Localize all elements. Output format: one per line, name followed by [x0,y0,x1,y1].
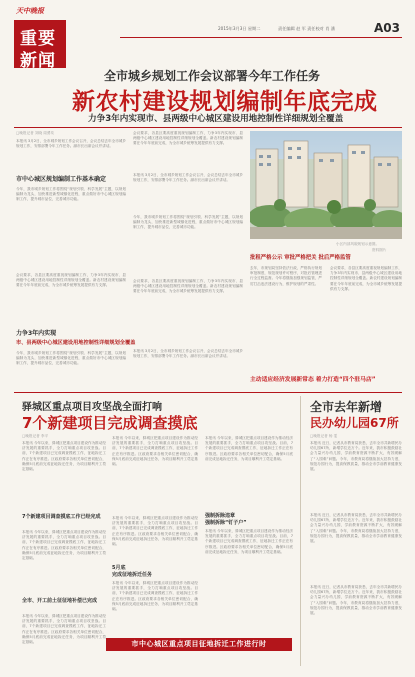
lead-kicker: 全市城乡规划工作会议部署今年工作任务 [104,69,321,83]
story2-subhead-4: 强制拆除“钉子户” [205,520,247,526]
story2-subhead-2: 全市、开工前土征征地补偿已完成 [22,598,98,604]
photo-caption: 小区内部风貌规划示意图。 [336,242,380,246]
image-credit: 资料图片 [372,248,387,252]
rule-bullets: 批租严格公示 审批严格把关 批后严格监管 [250,255,351,261]
story2-para-7: 本报讯 今年以来，驿城区把重点项目建设作为推动经济发展的重要抓手，全力打响重点项目攻坚战。目前，7个新建项目已完成调查摸底工作，征地拆迁工作正在有序推进。区政府要求各相关单位密切配合，确保5月底前完成征地拆迁任务，为项目顺利开工奠定基础。 [205,436,293,461]
bottom-banner-text: 市中心城区重点项目征地拆迁工作进行时 [131,640,267,648]
story2-subhead-6: 完成征地拆迁任务 [112,572,153,578]
lead-top-rule [14,127,402,128]
section-divider [14,392,402,393]
page-number: A03 [374,21,400,35]
story3-para-3: 本报讯 近日，记者从市教育局获悉，去年全市共新增民办幼儿园67所，新增学位近万个。近年来，我市积极鼓励社会力量兴办幼儿园，学前教育资源不断扩大，有效缓解了“入园难”问题。今年，市教育局将继续加大扶持力度，规范办园行为，提高保教质量，推动全市学前教育健康发展。 [310,585,402,616]
lead-subhead-1: 市中心城区规划编制工作基本确定 [16,176,107,183]
lead-para-5: 会议要求，各县区要高度重视规划编制工作，力争3年内实现市、县两级中心城区建设用地控制性详细规划全覆盖。新农村建设规划编制要在今年年底前完成，为全市城乡统筹发展提供有力支撑。 [133,131,243,146]
story2-subhead-5: 5月底 [112,565,126,571]
story3-headline-2: 民办幼儿园67所 [310,416,399,430]
lead-para-9: 本报讯 3月2日，全市城乡规划工作会议召开，会议总结去年全市城乡规划工作，安排部署今年工作任务。副市长出席会议并讲话。 [133,349,243,359]
lead-para-8: 会议要求，各县区要高度重视规划编制工作，力争3年内实现市、县两级中心城区建设用地控制性详细规划全覆盖。新农村建设规划编制要在今年年底前完成，为全市城乡统筹发展提供有力支撑。 [133,279,243,294]
lead-subhead-2: 力争3年内实现 [16,330,57,337]
story2-para-2: 本报讯 今年以来，驿城区把重点项目建设作为推动经济发展的重要抓手，全力打响重点项目攻坚战。目前，7个新建项目已完成调查摸底工作，征地拆迁工作正在有序推进。区政府要求各相关单位密切配合，确保5月底前完成征地拆迁任务，为项目顺利开工奠定基础。 [22,530,106,561]
masthead-rule [120,37,402,38]
lead-byline: □晚报记者 刘晓 周勇琰 [16,131,55,135]
lead-para-1: 本报讯 3月2日，全市城乡规划工作会议召开，会议总结去年全市城乡规划工作，安排部署今年工作任务。副市长出席会议并讲话。 [16,139,126,149]
story2-para-3: 本报讯 今年以来，驿城区把重点项目建设作为推动经济发展的重要抓手，全力打响重点项目攻坚战。目前，7个新建项目已完成调查摸底工作，征地拆迁工作正在有序推进。区政府要求各相关单位密切配合，确保5月底前完成征地拆迁任务，为项目顺利开工奠定基础。 [22,614,106,645]
lead-headline: 新农村建设规划编制年底完成 [72,89,378,115]
lead-para-7: 今年，我市城乡规划工作将围绕“规划引领、科学发展”主题，以规划编制为龙头，加快推进新型城镇化进程，重点做好市中心城区规划编制工作，提升城市品位，完善城市功能。 [133,215,243,230]
story3-para-2: 本报讯 近日，记者从市教育局获悉，去年全市共新增民办幼儿园67所，新增学位近万个。近年来，我市积极鼓励社会力量兴办幼儿园，学前教育资源不断扩大，有效缓解了“入园难”问题。今年，市教育局将继续加大扶持力度，规范办园行为，提高保教质量，推动全市学前教育健康发展。 [310,513,402,544]
lead-para-4: 今年，我市城乡规划工作将围绕“规划引领、科学发展”主题，以规划编制为龙头，加快推进新型城镇化进程，重点做好市中心城区规划编制工作，提升城市品位，完善城市功能。 [16,351,126,366]
newspaper-logo: 天中晚报 [16,7,44,15]
lead-subhead: 力争3年内实现市、县两级中心城区建设用地控制性详细规划全覆盖 [88,114,344,124]
story3-para-1: 本报讯 近日，记者从市教育局获悉，去年全市共新增民办幼儿园67所，新增学位近万个。近年来，我市积极鼓励社会力量兴办幼儿园，学前教育资源不断扩大，有效缓解了“入园难”问题。今年，市教育局将继续加大扶持力度，规范办园行为，提高保教质量，推动全市学前教育健康发展。 [310,441,402,472]
story2-subhead-1: 7个新建项目调查摸底工作已经完成 [22,514,101,520]
right-banner: 主动适应经济发展新常态 着力打造“四个驻马店” [250,377,376,383]
bottom-banner [106,638,292,651]
lead-para-2: 今年，我市城乡规划工作将围绕“规划引领、科学发展”主题，以规划编制为龙头，加快推进新型城镇化进程，重点做好市中心城区规划编制工作，提升城市品位，完善城市功能。 [16,187,126,202]
right-para-2: 会议要求，各县区要高度重视规划编制工作，力争3年内实现市、县两级中心城区建设用地控制性详细规划全覆盖。新农村建设规划编制要在今年年底前完成，为全市城乡统筹发展提供有力支撑。 [330,266,402,291]
lead-para-3: 会议要求，各县区要高度重视规划编制工作，力争3年内实现市、县两级中心城区建设用地控制性详细规划全覆盖。新农村建设规划编制要在今年年底前完成，为全市城乡统筹发展提供有力支撑。 [16,273,126,288]
story2-para-8: 本报讯 今年以来，驿城区把重点项目建设作为推动经济发展的重要抓手，全力打响重点项目攻坚战。目前，7个新建项目已完成调查摸底工作，征地拆迁工作正在有序推进。区政府要求各相关单位密切配合，确保5月底前完成征地拆迁任务，为项目顺利开工奠定基础。 [205,529,293,554]
column-divider [300,396,301,666]
story2-kicker: 驿城区重点项目攻坚战全面打响 [22,402,162,413]
story2-para-4: 本报讯 今年以来，驿城区把重点项目建设作为推动经济发展的重要抓手，全力打响重点项目攻坚战。目前，7个新建项目已完成调查摸底工作，征地拆迁工作正在有序推进。区政府要求各相关单位密切配合，确保5月底前完成征地拆迁任务，为项目顺利开工奠定基础。 [112,436,198,467]
lead-subhead-3: 市、县两级中心城区建设用地控制性详细规划全覆盖 [16,340,136,346]
lead-photo [250,131,402,239]
story2-subhead-3: 强制拆除违章 [205,513,236,519]
section-title-line2: 新闻 [20,51,56,71]
story2-byline: □晚报记者 李平 [22,434,49,438]
story3-byline: □晚报记者 杨 雯 [310,434,338,438]
story2-para-1: 本报讯 今年以来，驿城区把重点项目建设作为推动经济发展的重要抓手，全力打响重点项目攻坚战。目前，7个新建项目已完成调查摸底工作，征地拆迁工作正在有序推进。区政府要求各相关单位密切配合，确保5月底前完成征地拆迁任务，为项目顺利开工奠定基础。 [22,441,106,472]
section-title-line1: 重要 [20,29,56,49]
editor-line: 责任编辑 赵 军 责任校对 肖 潘 [278,26,335,31]
lead-para-6: 本报讯 3月2日，全市城乡规划工作会议召开，会议总结去年全市城乡规划工作，安排部署今年工作任务。副市长出席会议并讲话。 [133,173,243,183]
date-line: 2015年3月3日 星期二 [218,26,261,31]
right-para-1: 去年，市规划局坚持依法行政，严格执行规划审批制度，规范规划许可程序，对批后管理进行全过程监督。今年将继续加强规划监管，严厉打击违法建设行为，维护规划的严肃性。 [250,266,322,286]
story2-para-5: 本报讯 今年以来，驿城区把重点项目建设作为推动经济发展的重要抓手，全力打响重点项目攻坚战。目前，7个新建项目已完成调查摸底工作，征地拆迁工作正在有序推进。区政府要求各相关单位密切配合，确保5月底前完成征地拆迁任务，为项目顺利开工奠定基础。 [112,516,198,547]
story2-headline: 7个新建项目完成调查摸底 [22,414,198,432]
story2-para-6: 本报讯 今年以来，驿城区把重点项目建设作为推动经济发展的重要抓手，全力打响重点项目攻坚战。目前，7个新建项目已完成调查摸底工作，征地拆迁工作正在有序推进。区政府要求各相关单位密切配合，确保5月底前完成征地拆迁任务，为项目顺利开工奠定基础。 [112,581,198,612]
story3-headline-1: 全市去年新增 [310,400,383,414]
